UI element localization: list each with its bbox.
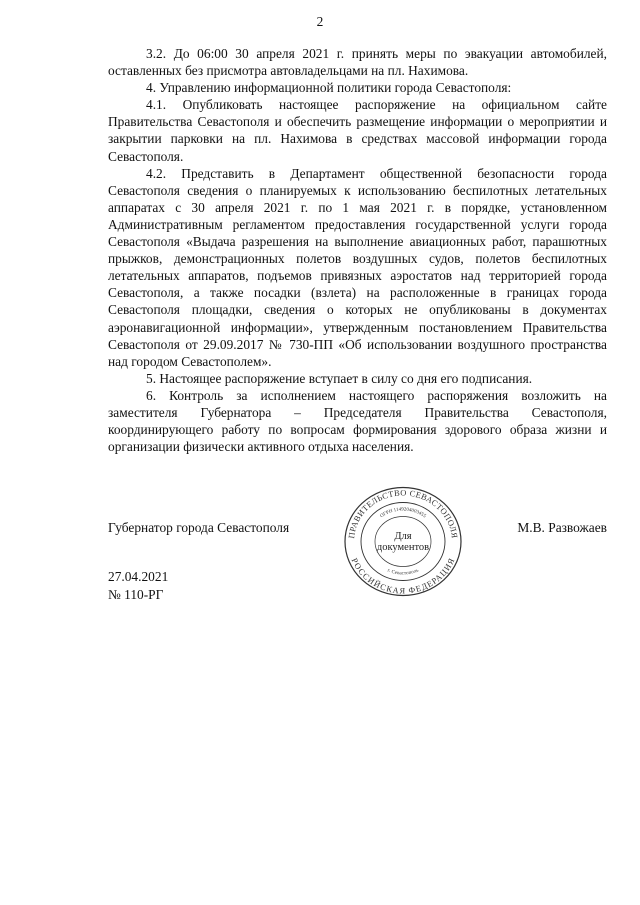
official-seal	[333, 486, 473, 597]
document-details	[108, 568, 168, 603]
svg-text:ОГРН 1149204003455	[380, 507, 427, 519]
document-date: 27.04.2021	[108, 569, 169, 584]
document-body	[108, 45, 607, 455]
paragraph-4-1: 4.1. Опубликовать настоящее распоряжение на официальном сайте Правительства Севастополя и обеспечить размещение информации о мероприятии и закрытии парковки на пл. Нахимова в средствах массовой информации города Севастополя.	[108, 97, 607, 164]
signatory-name: М.В. Развожаев	[517, 520, 607, 535]
seal-center-line-1: Для	[394, 531, 412, 542]
document-number: № 110-РГ	[108, 586, 164, 602]
seal-center-line-2: документов	[376, 542, 430, 553]
paragraph-3-2: 3.2. До 06:00 30 апреля 2021 г. принять меры по эвакуации автомобилей, оставленных без присмотра автовладельцами на пл. Нахимова.	[108, 46, 607, 79]
signatory-title: Губернатор города Севастополя	[108, 520, 290, 535]
paragraph-6: 6. Контроль за исполнением настоящего распоряжения возложить на заместителя Губернатора – Председателя Правительства Севастополя, координирующего работу по вопросам формирования здорового образа жизни и организации физически активного отдыха населения.	[108, 387, 607, 455]
paragraph-4: 4. Управлению информационной политики города Севастополя:	[146, 80, 512, 96]
seal-inner-bottom-text: г. Севастополь	[386, 568, 420, 577]
seal-bottom-text: РОССИЙСКАЯ ФЕДЕРАЦИЯ	[349, 556, 457, 596]
paragraph-4-2: 4.2. Представить в Департамент общественной безопасности города Севастополя сведения о планируемых к использованию беспилотных летательных аппаратах с 30 апреля 2021 г. по 1 мая 2021 г. в порядке, установленном Административным регламентом предоставления государственной услуги города Севастополя «Выдача разрешения на выполнение авиационных работ, парашютных прыжков, демонстрационных полетов воздушных судов, полетов беспилотных летательных аппаратов, подъемов привязных аэростатов над территорией города Севастополя, а также посадки (взлета) на расположенные в границах города Севастополя площадки, сведения о которых не опубликованы в документах аэронавигационной информации», утвержденным постановлением Правительства Севастополя от 29.09.2017 № 730-ПП «Об использовании воздушного пространства над городом Севастополем».	[108, 165, 607, 369]
seal-inner-top-text: ОГРН 1149204003455	[379, 507, 427, 520]
svg-text:г. Севастополь	[386, 569, 420, 577]
seal-outer-text: ПРАВИТЕЛЬСТВО СЕВАСТОПОЛЯ	[347, 488, 459, 539]
page-number: 2	[316, 14, 324, 29]
paragraph-5: 5. Настоящее распоряжение вступает в силу со дня его подписания.	[146, 370, 533, 386]
